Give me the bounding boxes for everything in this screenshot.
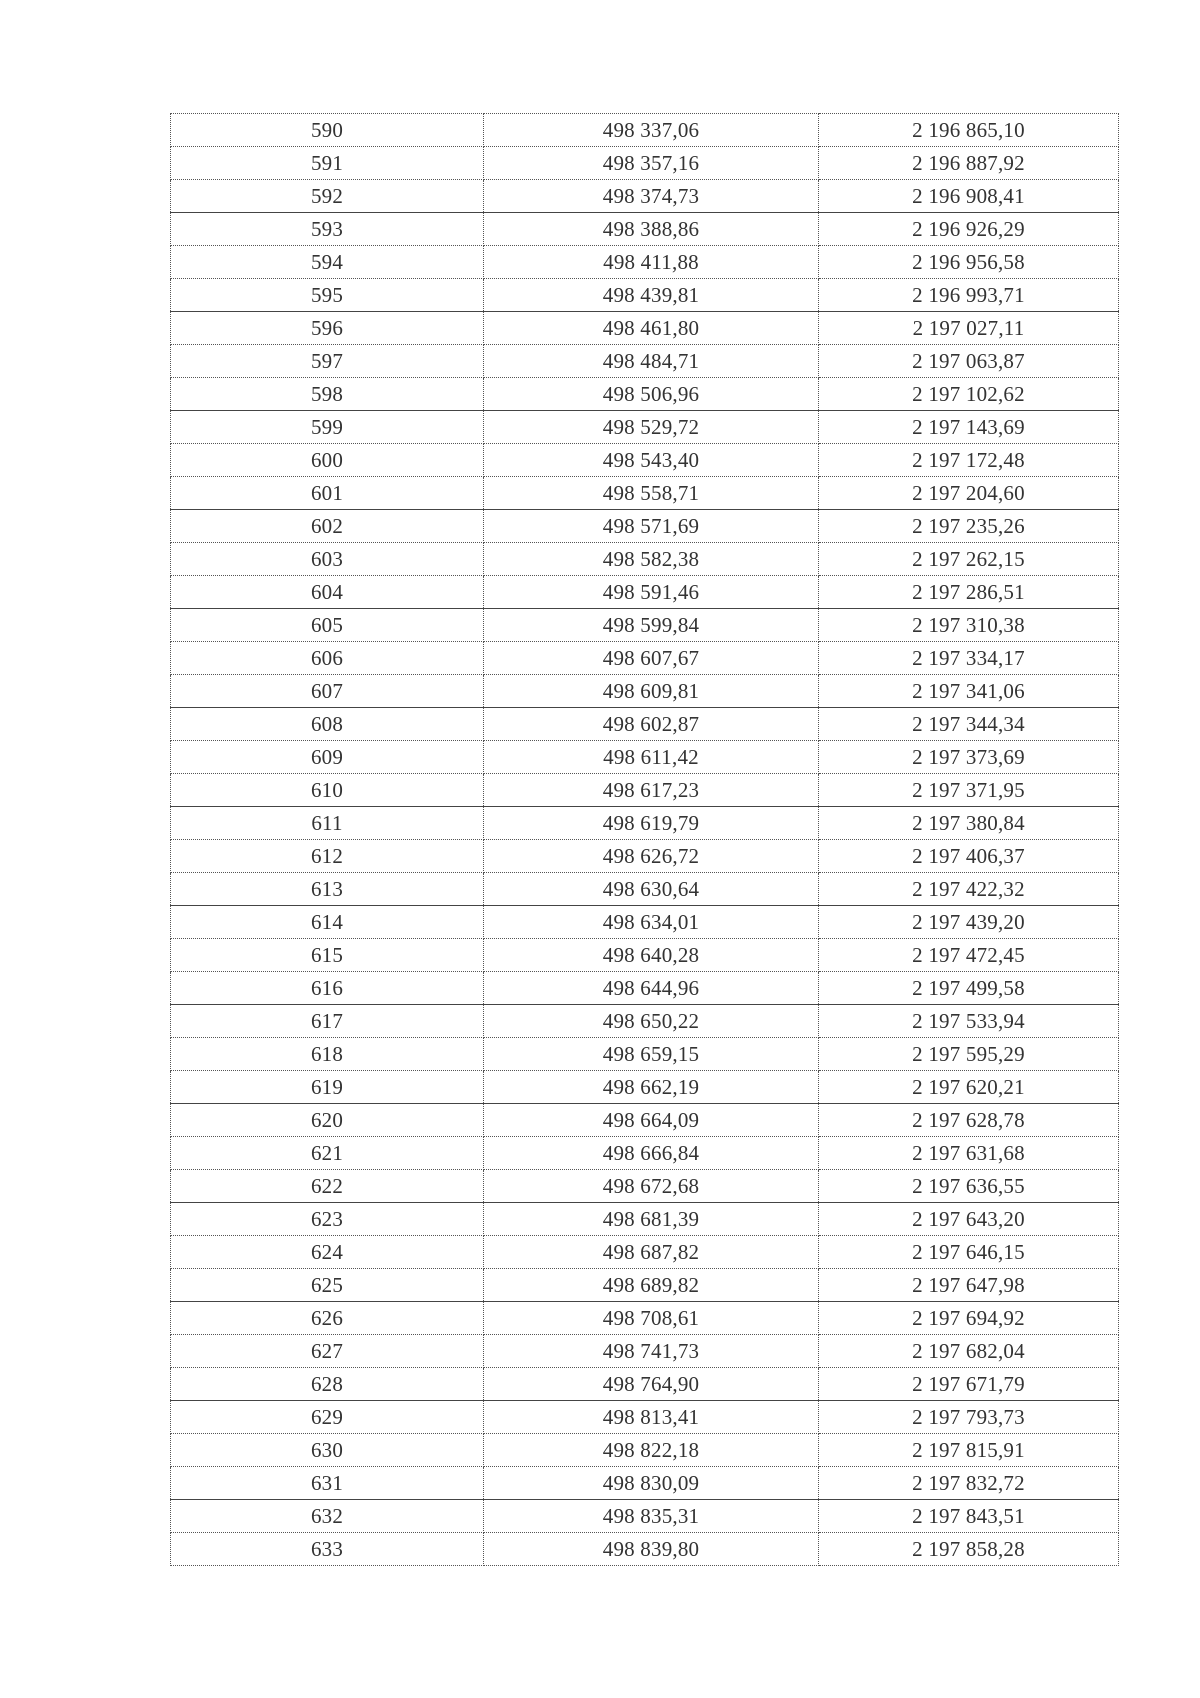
point-number-cell: 618 (171, 1038, 484, 1071)
table-row (171, 906, 1119, 939)
y-coordinate-cell: 2 197 595,29 (819, 1038, 1119, 1071)
x-coordinate-cell: 498 617,23 (484, 774, 819, 807)
table-row (171, 708, 1119, 741)
table-row (171, 1368, 1119, 1401)
point-number-cell: 615 (171, 939, 484, 972)
table-row (171, 1236, 1119, 1269)
x-coordinate-cell: 498 644,96 (484, 972, 819, 1005)
x-coordinate-cell: 498 659,15 (484, 1038, 819, 1071)
y-coordinate-cell: 2 197 533,94 (819, 1005, 1119, 1038)
y-coordinate-cell: 2 197 628,78 (819, 1104, 1119, 1137)
table-row (171, 147, 1119, 180)
point-number-cell: 603 (171, 543, 484, 576)
x-coordinate-cell: 498 529,72 (484, 411, 819, 444)
x-coordinate-cell: 498 626,72 (484, 840, 819, 873)
x-coordinate-cell: 498 607,67 (484, 642, 819, 675)
table-row (171, 1302, 1119, 1335)
y-coordinate-cell: 2 197 286,51 (819, 576, 1119, 609)
x-coordinate-cell: 498 506,96 (484, 378, 819, 411)
x-coordinate-cell: 498 609,81 (484, 675, 819, 708)
y-coordinate-cell: 2 197 646,15 (819, 1236, 1119, 1269)
point-number-cell: 621 (171, 1137, 484, 1170)
y-coordinate-cell: 2 197 380,84 (819, 807, 1119, 840)
y-coordinate-cell: 2 197 439,20 (819, 906, 1119, 939)
x-coordinate-cell: 498 664,09 (484, 1104, 819, 1137)
point-number-cell: 616 (171, 972, 484, 1005)
point-number-cell: 614 (171, 906, 484, 939)
y-coordinate-cell: 2 197 102,62 (819, 378, 1119, 411)
point-number-cell: 597 (171, 345, 484, 378)
table-row (171, 1170, 1119, 1203)
y-coordinate-cell: 2 197 843,51 (819, 1500, 1119, 1533)
table-row (171, 576, 1119, 609)
y-coordinate-cell: 2 197 472,45 (819, 939, 1119, 972)
table-row (171, 279, 1119, 312)
y-coordinate-cell: 2 197 143,69 (819, 411, 1119, 444)
y-coordinate-cell: 2 197 373,69 (819, 741, 1119, 774)
table-row (171, 411, 1119, 444)
table-row (171, 741, 1119, 774)
table-row (171, 807, 1119, 840)
point-number-cell: 626 (171, 1302, 484, 1335)
point-number-cell: 633 (171, 1533, 484, 1566)
point-number-cell: 632 (171, 1500, 484, 1533)
table-row (171, 1071, 1119, 1104)
point-number-cell: 631 (171, 1467, 484, 1500)
point-number-cell: 620 (171, 1104, 484, 1137)
x-coordinate-cell: 498 543,40 (484, 444, 819, 477)
y-coordinate-cell: 2 197 334,17 (819, 642, 1119, 675)
point-number-cell: 624 (171, 1236, 484, 1269)
x-coordinate-cell: 498 662,19 (484, 1071, 819, 1104)
point-number-cell: 608 (171, 708, 484, 741)
point-number-cell: 628 (171, 1368, 484, 1401)
x-coordinate-cell: 498 599,84 (484, 609, 819, 642)
point-number-cell: 594 (171, 246, 484, 279)
point-number-cell: 622 (171, 1170, 484, 1203)
y-coordinate-cell: 2 196 993,71 (819, 279, 1119, 312)
x-coordinate-cell: 498 741,73 (484, 1335, 819, 1368)
y-coordinate-cell: 2 196 956,58 (819, 246, 1119, 279)
table-row (171, 1203, 1119, 1236)
x-coordinate-cell: 498 681,39 (484, 1203, 819, 1236)
point-number-cell: 590 (171, 114, 484, 147)
table-row (171, 642, 1119, 675)
point-number-cell: 599 (171, 411, 484, 444)
x-coordinate-cell: 498 591,46 (484, 576, 819, 609)
y-coordinate-cell: 2 197 832,72 (819, 1467, 1119, 1500)
table-row (171, 939, 1119, 972)
x-coordinate-cell: 498 650,22 (484, 1005, 819, 1038)
x-coordinate-cell: 498 813,41 (484, 1401, 819, 1434)
y-coordinate-cell: 2 197 815,91 (819, 1434, 1119, 1467)
table-row (171, 477, 1119, 510)
y-coordinate-cell: 2 197 027,11 (819, 312, 1119, 345)
y-coordinate-cell: 2 196 865,10 (819, 114, 1119, 147)
y-coordinate-cell: 2 196 926,29 (819, 213, 1119, 246)
x-coordinate-cell: 498 558,71 (484, 477, 819, 510)
table-row (171, 1533, 1119, 1566)
table-row (171, 675, 1119, 708)
point-number-cell: 623 (171, 1203, 484, 1236)
x-coordinate-cell: 498 461,80 (484, 312, 819, 345)
table-row (171, 213, 1119, 246)
point-number-cell: 629 (171, 1401, 484, 1434)
y-coordinate-cell: 2 196 908,41 (819, 180, 1119, 213)
y-coordinate-cell: 2 197 406,37 (819, 840, 1119, 873)
x-coordinate-cell: 498 602,87 (484, 708, 819, 741)
x-coordinate-cell: 498 374,73 (484, 180, 819, 213)
y-coordinate-cell: 2 197 371,95 (819, 774, 1119, 807)
y-coordinate-cell: 2 197 631,68 (819, 1137, 1119, 1170)
table-row (171, 1104, 1119, 1137)
x-coordinate-cell: 498 337,06 (484, 114, 819, 147)
point-number-cell: 612 (171, 840, 484, 873)
point-number-cell: 604 (171, 576, 484, 609)
y-coordinate-cell: 2 197 499,58 (819, 972, 1119, 1005)
table-row (171, 1005, 1119, 1038)
point-number-cell: 607 (171, 675, 484, 708)
y-coordinate-cell: 2 197 341,06 (819, 675, 1119, 708)
coordinates-table-body (171, 114, 1119, 1566)
point-number-cell: 625 (171, 1269, 484, 1302)
x-coordinate-cell: 498 619,79 (484, 807, 819, 840)
table-row (171, 873, 1119, 906)
table-row (171, 774, 1119, 807)
x-coordinate-cell: 498 388,86 (484, 213, 819, 246)
table-row (171, 312, 1119, 345)
x-coordinate-cell: 498 839,80 (484, 1533, 819, 1566)
y-coordinate-cell: 2 197 310,38 (819, 609, 1119, 642)
table-row (171, 1137, 1119, 1170)
table-row (171, 1038, 1119, 1071)
point-number-cell: 592 (171, 180, 484, 213)
x-coordinate-cell: 498 640,28 (484, 939, 819, 972)
y-coordinate-cell: 2 197 643,20 (819, 1203, 1119, 1236)
table-row (171, 1335, 1119, 1368)
table-row (171, 510, 1119, 543)
point-number-cell: 593 (171, 213, 484, 246)
y-coordinate-cell: 2 197 344,34 (819, 708, 1119, 741)
y-coordinate-cell: 2 197 620,21 (819, 1071, 1119, 1104)
x-coordinate-cell: 498 708,61 (484, 1302, 819, 1335)
point-number-cell: 610 (171, 774, 484, 807)
x-coordinate-cell: 498 672,68 (484, 1170, 819, 1203)
x-coordinate-cell: 498 411,88 (484, 246, 819, 279)
x-coordinate-cell: 498 582,38 (484, 543, 819, 576)
point-number-cell: 619 (171, 1071, 484, 1104)
table-row (171, 1467, 1119, 1500)
x-coordinate-cell: 498 764,90 (484, 1368, 819, 1401)
point-number-cell: 600 (171, 444, 484, 477)
x-coordinate-cell: 498 357,16 (484, 147, 819, 180)
y-coordinate-cell: 2 196 887,92 (819, 147, 1119, 180)
y-coordinate-cell: 2 197 647,98 (819, 1269, 1119, 1302)
y-coordinate-cell: 2 197 636,55 (819, 1170, 1119, 1203)
point-number-cell: 613 (171, 873, 484, 906)
table-row (171, 1434, 1119, 1467)
y-coordinate-cell: 2 197 172,48 (819, 444, 1119, 477)
table-row (171, 444, 1119, 477)
point-number-cell: 606 (171, 642, 484, 675)
y-coordinate-cell: 2 197 682,04 (819, 1335, 1119, 1368)
table-row (171, 180, 1119, 213)
coordinates-table (170, 113, 1119, 1566)
point-number-cell: 596 (171, 312, 484, 345)
y-coordinate-cell: 2 197 204,60 (819, 477, 1119, 510)
y-coordinate-cell: 2 197 235,26 (819, 510, 1119, 543)
x-coordinate-cell: 498 830,09 (484, 1467, 819, 1500)
table-row (171, 246, 1119, 279)
y-coordinate-cell: 2 197 858,28 (819, 1533, 1119, 1566)
table-row (171, 972, 1119, 1005)
x-coordinate-cell: 498 687,82 (484, 1236, 819, 1269)
x-coordinate-cell: 498 689,82 (484, 1269, 819, 1302)
point-number-cell: 611 (171, 807, 484, 840)
table-row (171, 114, 1119, 147)
point-number-cell: 602 (171, 510, 484, 543)
point-number-cell: 605 (171, 609, 484, 642)
point-number-cell: 617 (171, 1005, 484, 1038)
x-coordinate-cell: 498 634,01 (484, 906, 819, 939)
point-number-cell: 609 (171, 741, 484, 774)
table-row (171, 609, 1119, 642)
table-row (171, 345, 1119, 378)
y-coordinate-cell: 2 197 793,73 (819, 1401, 1119, 1434)
table-row (171, 1269, 1119, 1302)
y-coordinate-cell: 2 197 422,32 (819, 873, 1119, 906)
point-number-cell: 591 (171, 147, 484, 180)
x-coordinate-cell: 498 822,18 (484, 1434, 819, 1467)
y-coordinate-cell: 2 197 262,15 (819, 543, 1119, 576)
x-coordinate-cell: 498 571,69 (484, 510, 819, 543)
x-coordinate-cell: 498 630,64 (484, 873, 819, 906)
table-row (171, 543, 1119, 576)
point-number-cell: 595 (171, 279, 484, 312)
y-coordinate-cell: 2 197 694,92 (819, 1302, 1119, 1335)
point-number-cell: 627 (171, 1335, 484, 1368)
x-coordinate-cell: 498 439,81 (484, 279, 819, 312)
table-row (171, 1401, 1119, 1434)
point-number-cell: 598 (171, 378, 484, 411)
point-number-cell: 630 (171, 1434, 484, 1467)
x-coordinate-cell: 498 835,31 (484, 1500, 819, 1533)
x-coordinate-cell: 498 666,84 (484, 1137, 819, 1170)
table-row (171, 1500, 1119, 1533)
table-row (171, 378, 1119, 411)
x-coordinate-cell: 498 484,71 (484, 345, 819, 378)
table-row (171, 840, 1119, 873)
y-coordinate-cell: 2 197 671,79 (819, 1368, 1119, 1401)
y-coordinate-cell: 2 197 063,87 (819, 345, 1119, 378)
x-coordinate-cell: 498 611,42 (484, 741, 819, 774)
point-number-cell: 601 (171, 477, 484, 510)
